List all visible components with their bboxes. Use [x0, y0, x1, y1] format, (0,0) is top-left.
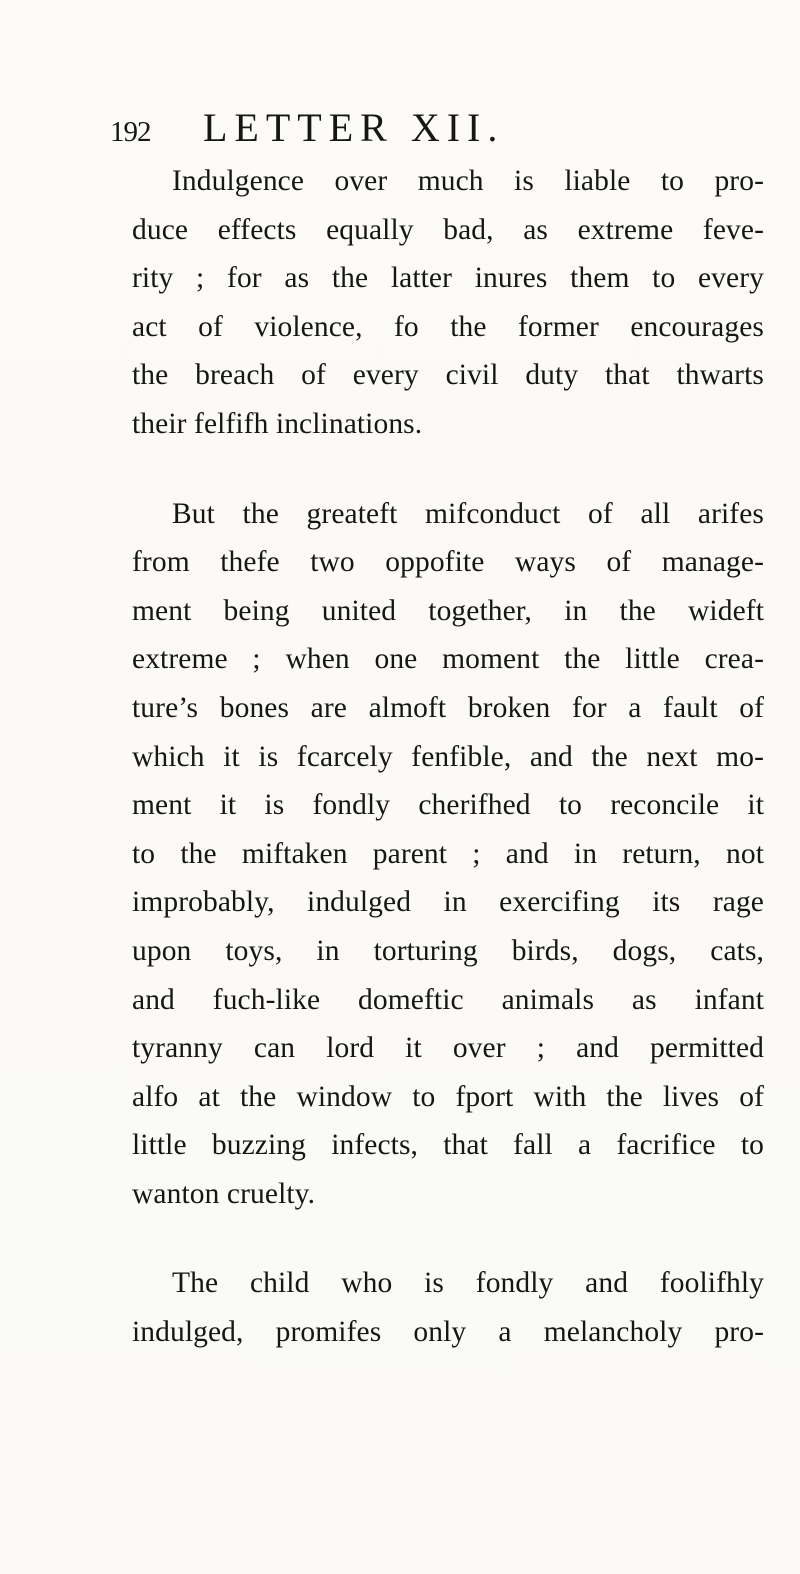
text-line: Indulgence over much is liable to pro-	[172, 165, 764, 197]
text-line: to the miftaken parent ; and in return, not	[132, 837, 764, 870]
text-line: But the greateft mifconduct of all arifes	[172, 497, 764, 530]
paragraph-3	[132, 1259, 764, 1356]
body-text	[132, 157, 764, 1357]
text-line: upon toys, in torturing birds, dogs, cats,	[132, 934, 764, 967]
page-number: 192	[110, 116, 151, 148]
page-header	[110, 104, 670, 156]
text-line: improbably, indulged in exercifing its rage	[132, 886, 764, 919]
text-line: their felfifh inclinations.	[132, 407, 423, 440]
text-line: alfo at the window to fport with the lives of	[132, 1080, 764, 1113]
text-line: rity ; for as the latter inures them to every	[132, 262, 764, 295]
text-line: and fuch-like domeftic animals as infant	[132, 983, 764, 1016]
text-line: duce effects equally bad, as extreme feve-	[132, 213, 764, 246]
text-line: tyranny can lord it over ; and permitted	[132, 1032, 764, 1065]
text-line: extreme ; when one moment the little crea-	[132, 643, 764, 676]
paragraph-1	[132, 157, 764, 449]
text-line: ment it is fondly cherifhed to reconcile it	[132, 789, 764, 822]
text-line: The child who is fondly and foolifhly	[172, 1267, 764, 1300]
paragraph-gap	[132, 1218, 764, 1259]
text-line: indulged, promifes only a melancholy pro-	[132, 1316, 764, 1349]
text-line: ture’s bones are almoft broken for a fault of	[132, 691, 764, 724]
running-head: LETTER XII.	[203, 105, 505, 150]
text-line: which it is fcarcely fenfible, and the next mo-	[132, 740, 764, 773]
text-line: from thefe two oppofite ways of manage-	[132, 546, 764, 579]
text-line: wanton cruelty.	[132, 1177, 316, 1210]
paragraph-2	[132, 490, 764, 1219]
text-line: the breach of every civil duty that thwarts	[132, 359, 764, 392]
paragraph-gap	[132, 449, 764, 490]
text-line: little buzzing infects, that fall a facrifice to	[132, 1129, 764, 1162]
text-line: act of violence, fo the former encourages	[132, 310, 764, 343]
text-line: ment being united together, in the wideft	[132, 594, 764, 627]
